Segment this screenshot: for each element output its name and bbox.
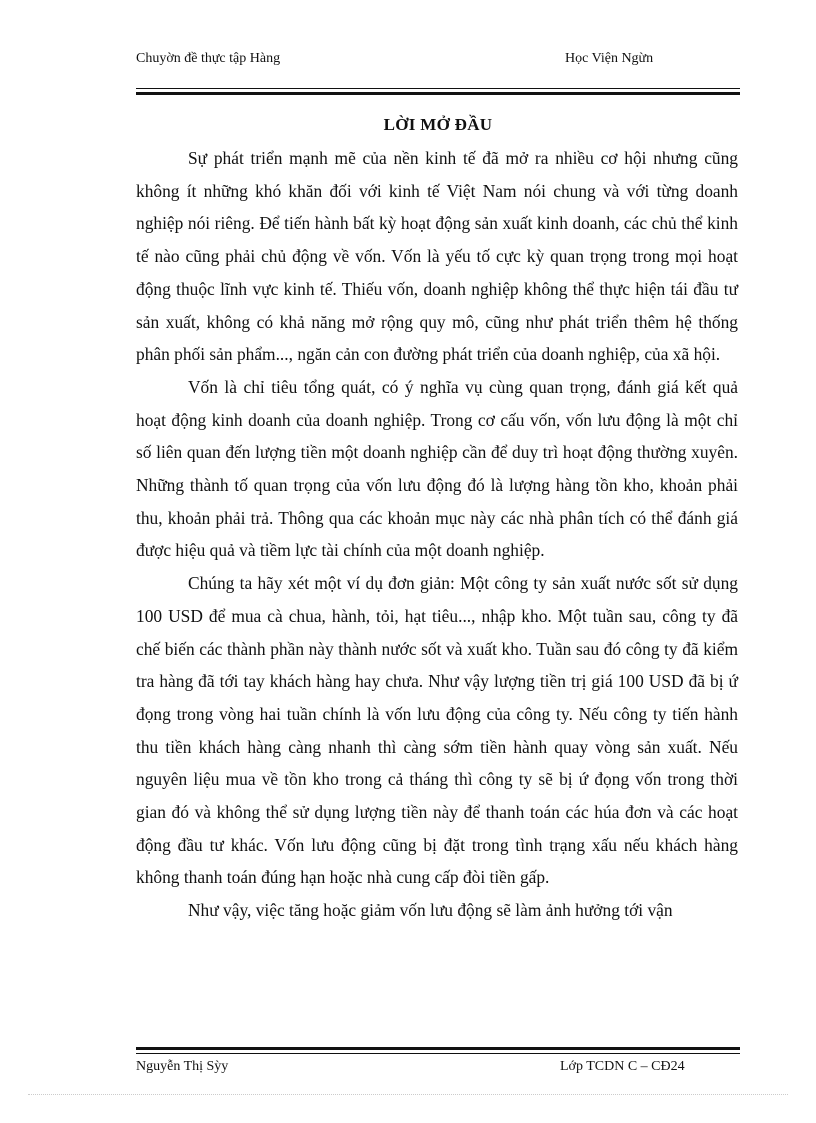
paragraph: Vốn là chỉ tiêu tổng quát, có ý nghĩa vụ cùng quan trọng, đánh giá kết quả hoạt động kinh doanh của doanh nghiệp. Trong cơ cấu vốn, vốn lưu động là một chỉ số liên quan đến lượng tiền một doanh nghiệp cần để duy trì hoạt động thường xuyên. Những thành tố quan trọng của vốn lưu động đó là lượng hàng tồn kho, khoản phải thu, khoản phải trả. Thông qua các khoản mục này các nhà phân tích có thể đánh giá được hiệu quả và tiềm lực tài chính của một doanh nghiệp. (136, 376, 738, 561)
document-body (136, 142, 738, 927)
paragraph: Như vậy, việc tăng hoặc giảm vốn lưu động sẽ làm ảnh hưởng tới vận (188, 900, 673, 921)
header-institution: Học Viện Ngừn (565, 51, 654, 66)
page-edge-divider (28, 1094, 788, 1095)
footer-divider (136, 1047, 740, 1054)
footer-author: Nguyễn Thị Sỳy (136, 1059, 229, 1074)
header-divider (136, 88, 740, 95)
paragraph: Chúng ta hãy xét một ví dụ đơn giản: Một công ty sản xuất nước sốt sử dụng 100 USD để mua cà chua, hành, tỏi, hạt tiêu..., nhập kho. Một tuần sau, công ty đã chế biến các thành phần này thành nước sốt và xuất kho. Tuần sau đó công ty đã kiểm tra hàng đã tới tay khách hàng hay chưa. Như vậy lượng tiền trị giá 100 USD đã bị ứ đọng trong vòng hai tuần chính là vốn lưu động của công ty. Nếu công ty tiến hành thu tiền khách hàng càng nhanh thì càng sớm tiền hành quay vòng sản xuất. Nếu nguyên liệu mua về tồn kho trong cả tháng thì công ty sẽ bị ứ đọng vốn trong thời gian đó và không thể sử dụng lượng tiền này để thanh toán các húa đơn và các hoạt động đầu tư khác. Vốn lưu động cũng bị đặt trong tình trạng xấu nếu khách hàng không thanh toán đúng hạn hoặc nhà cung cấp đòi tiền gấp. (136, 573, 738, 888)
page-title: LỜI MỞ ĐẦU (383, 115, 493, 134)
header-document-type: Chuyờn đề thực tập Hàng (136, 51, 281, 66)
paragraph: Sự phát triển mạnh mẽ của nền kinh tế đã mở ra nhiều cơ hội nhưng cũng không ít những khó khăn đối với kinh tế Việt Nam nói chung và với từng doanh nghiệp nói riêng. Để tiến hành bất kỳ hoạt động sản xuất kinh doanh, các chủ thể kinh tế nào cũng phải chủ động về vốn. Vốn là yếu tố cực kỳ quan trọng trong mọi hoạt động thuộc lĩnh vực kinh tế. Thiếu vốn, doanh nghiệp không thể thực hiện tái đầu tư sản xuất, không có khả năng mở rộng quy mô, cũng như phát triển thêm hệ thống phân phối sản phẩm..., ngăn cản con đường phát triển của doanh nghiệp, của xã hội. (136, 148, 738, 365)
footer-class: Lớp TCDN C – CĐ24 (560, 1059, 685, 1074)
page-header (136, 50, 740, 86)
